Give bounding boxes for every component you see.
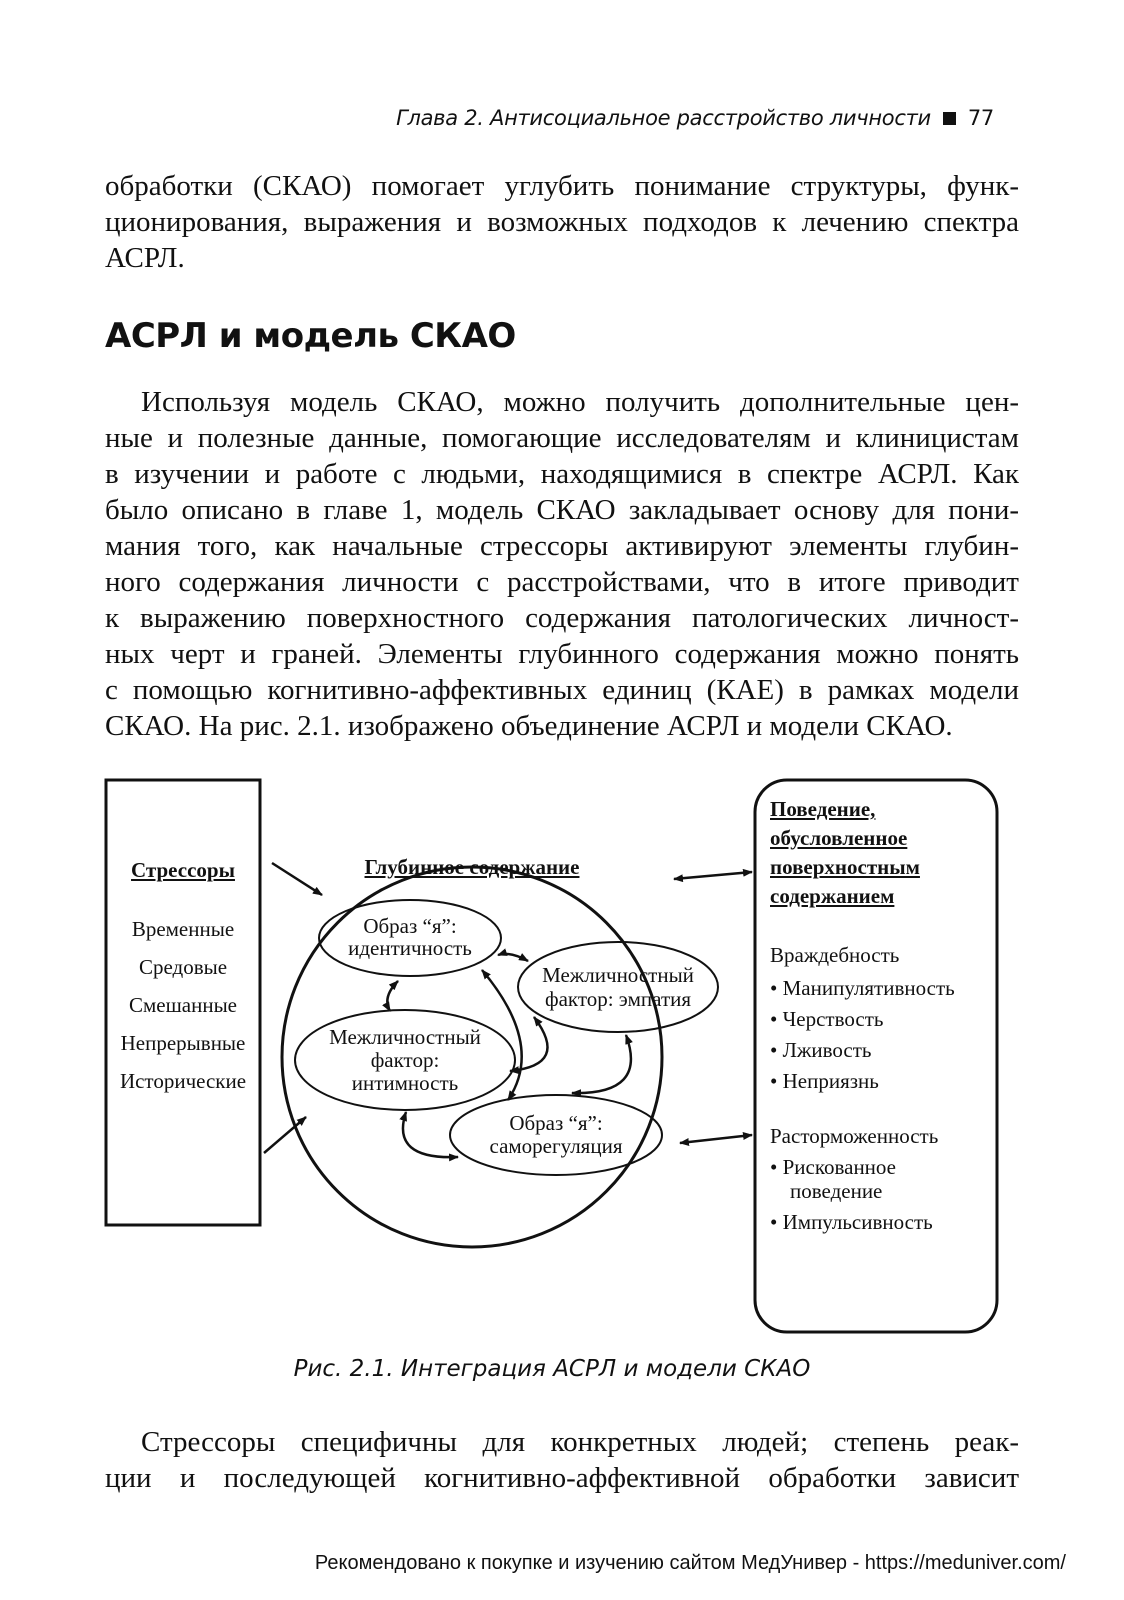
text-line: было описано в главе 1, модель СКАО закладывает основу для пони- [105,494,1019,526]
text-line: мания того, как начальные стрессоры активируют элементы глубин- [105,530,1019,562]
behavior-title-line: Поведение, [770,797,876,821]
figure-ckao-diagram [100,775,1010,1345]
separator-square-icon [943,112,956,125]
list-item: • Лживость [770,1038,872,1062]
behavior-title-line: поверхностным [770,855,920,879]
list-item-continuation: поведение [790,1179,883,1203]
figure-caption: Рис. 2.1. Интеграция АСРЛ и модели СКАО [293,1356,811,1382]
text-line: СКАО. На рис. 2.1. изображено объединение АСРЛ и модели СКАО. [105,710,953,742]
closing-paragraph [105,1424,1019,1496]
footer-watermark: Рекомендовано к покупке и изучению сайтом МедУнивер - https://meduniver.com/ [314,1552,1066,1574]
behavior-title [770,795,920,911]
stressors-title: Стрессоры [131,858,235,882]
node-intimacy-label [296,1026,514,1095]
deep-content-title: Глубинное содержание [364,855,580,879]
text-line: ного содержания личности с расстройствами, что в итоге приводит [105,566,1019,598]
arrow-deep-behavior-bottom [680,1135,752,1143]
list-item: • Манипулятивность [770,976,955,1000]
list-item: • Рискованное [770,1155,896,1179]
group-disinhibition-title: Расторможенность [770,1124,939,1148]
stressor-item: Непрерывные [120,1031,246,1055]
running-header [396,106,994,130]
text-line: в изучении и работе с людьми, находящимися в спектре АСРЛ. Как [105,458,1019,490]
arrow-empathy-regulation [572,1035,631,1093]
text-line: ных черт и граней. Элементы глубинного содержания можно понять [105,638,1019,670]
arrow-identity-intimacy [387,981,398,1011]
list-item: • Неприязнь [770,1069,879,1093]
node-line: саморегуляция [489,1134,623,1158]
group-hostility-list [770,973,955,1097]
stressor-item: Исторические [119,1069,247,1093]
text-line: с помощью когнитивно-аффективных единиц (КАЕ) в рамках модели [105,674,1019,706]
text-line: обработки (СКАО) помогает углубить понимание структуры, функ- [105,170,1019,202]
group-disinhibition-list [770,1155,933,1234]
intro-paragraph [105,168,1019,276]
running-title: Глава 2. Антисоциальное расстройство личности [396,106,931,130]
node-line: фактор: эмпатия [544,987,692,1011]
node-line: Образ “я”: [509,1111,603,1135]
arrow-deep-behavior-top [674,872,752,879]
page-number: 77 [967,106,994,130]
node-self-identity-label [320,915,500,959]
node-line: фактор: [370,1048,440,1072]
node-line: интимность [351,1071,459,1095]
stressor-item: Смешанные [128,993,237,1017]
stressor-item: Средовые [138,955,228,979]
text-line: ции и последующей когнитивно-аффективной обработки зависит [105,1462,1019,1494]
behavior-title-line: обусловленное [770,826,908,850]
node-line: Межличностный [542,963,694,987]
text-line: ные и полезные данные, помогающие исследователям и клиницистам [105,422,1019,454]
node-line: идентичность [348,936,472,960]
arrow-identity-empathy [498,954,528,961]
node-line: Межличностный [329,1025,481,1049]
text-line: ционирования, выражения и возможных подходов к лечению спектра [105,206,1019,238]
behavior-title-line: содержанием [770,884,895,908]
body-paragraph [105,384,1019,744]
node-empathy-label [520,963,716,1011]
list-item: • Черствость [770,1007,884,1031]
text-line: АСРЛ. [105,242,185,274]
section-heading: АСРЛ и модель СКАО [105,316,516,356]
node-self-regulation-label [450,1112,662,1158]
group-hostility-title: Враждебность [770,943,900,967]
node-line: Образ “я”: [363,914,457,938]
stressor-item: Временные [131,917,235,941]
arrow-stressors-to-deep-top [272,863,322,895]
text-line: к выражению поверхностного содержания патологических личност- [105,602,1019,634]
list-item: • Импульсивность [770,1210,933,1234]
text-line: Используя модель СКАО, можно получить дополнительные цен- [141,386,1019,418]
text-line: Стрессоры специфичны для конкретных людей; степень реак- [141,1426,1019,1458]
